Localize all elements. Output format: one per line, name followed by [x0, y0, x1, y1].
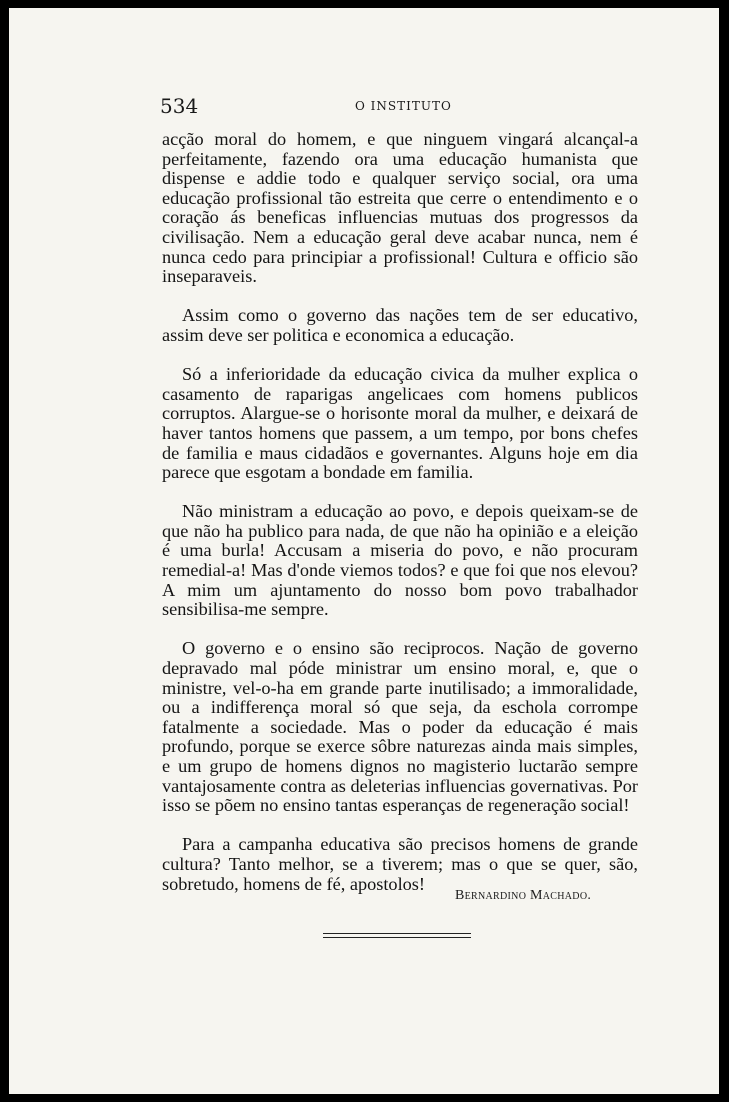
- paragraph-6: Para a campanha educativa são precisos homens de grande cultura? Tanto melhor, se a tiverem; mas o que se quer, são, sobretudo, homens de fé, apostolos!: [162, 834, 638, 894]
- paragraph-2: Assim como o governo das nações tem de ser educativo, assim deve ser politica e economica a educação.: [162, 305, 638, 345]
- paragraph-4: Não ministram a educação ao povo, e depois queixam-se de que não ha publico para nada, de que não ha opinião e a eleição é uma burla! Accusam a miseria do povo, e não procuram remedial-a! Mas d'onde viemos todos? e que foi que nos elevou? A mim um ajuntamento do nosso bom povo trabalhador sensibilisa-me sempre.: [162, 501, 638, 620]
- paragraph-3: Só a inferioridade da educação civica da mulher explica o casamento de raparigas angelicaes com homens publicos corruptos. Alargue-se o horisonte moral da mulher, e deixará de haver tantos homens que passem, a um tempo, por bons chefes de familia e maus cidadãos e governantes. Alguns hoje em dia parece que esgotam a bondade em familia.: [162, 364, 638, 483]
- running-head: [160, 94, 640, 120]
- article-body: [162, 130, 638, 914]
- paragraph-5: O governo e o ensino são reciprocos. Nação de governo depravado mal póde ministrar um ensino moral, e, que o ministre, vel-o-ha em grande parte inutilisado; a immoralidade, ou a indifferença moral só que seja, da eschola corrompe fatalmente a sociedade. Mas o poder da educação é mais profundo, porque se exerce sôbre naturezas ainda mais simples, e um grupo de homens dignos no magisterio luctarão sempre vantajosamente contra as deleterias influencias governativas. Por isso se põem no ensino tantas esperanças de regeneração social!: [162, 638, 638, 816]
- author-signature: Bernardino Machado.: [455, 888, 592, 903]
- running-title: O INSTITUTO: [355, 99, 452, 113]
- closing-rule-bottom: [323, 937, 471, 938]
- closing-rule-top: [323, 933, 471, 934]
- page-number: 534: [160, 94, 199, 118]
- paragraph-1: acção moral do homem, e que ninguem vingará alcançal-a perfeitamente, fazendo ora uma educação humanista que dispense e addie todo e qualquer serviço social, ora uma educação profissional tão estreita que cerre o entendimento e o coração ás beneficas influencias mutuas dos progressos da civilisação. Nem a educação geral deve acabar nunca, nem é nunca cedo para principiar a profissional! Cultura e officio são inseparaveis.: [162, 129, 638, 287]
